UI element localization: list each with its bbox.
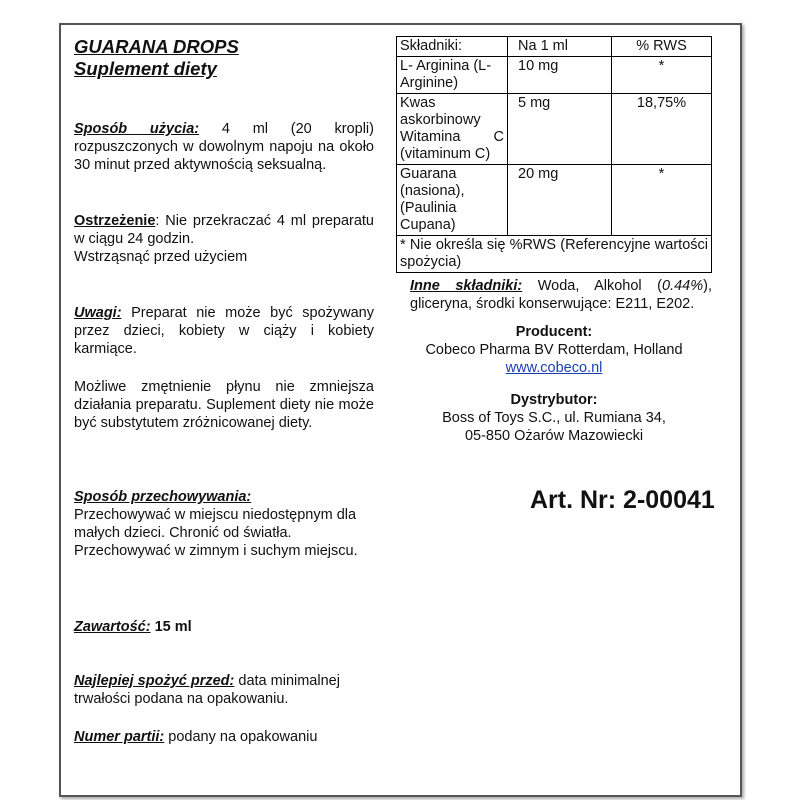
content-label: Zawartość: (74, 619, 151, 635)
table-footnote-row (397, 236, 712, 273)
warning-shake-text: Wstrząsnąć przed użyciem (74, 249, 248, 265)
table-cell: 10 mg (508, 57, 612, 94)
alcohol-percent: 0.44% (662, 278, 704, 294)
distributor-line2: 05-850 Ożarów Mazowiecki (464, 428, 644, 444)
usage-text: 4 ml (20 kropli) rozpuszczonych w dowolnym napoju na około 30 minut przed aktywnością seksualną. (74, 121, 374, 173)
batch-label: Numer partii: (74, 729, 165, 745)
table-row (397, 165, 712, 236)
batch-section (74, 728, 374, 746)
best-before-label: Najlepiej spożyć przed: (74, 673, 235, 689)
left-column (74, 36, 374, 745)
usage-label: Sposób użycia: (74, 121, 200, 137)
producer-name: Cobeco Pharma BV Rotterdam, Holland (425, 342, 683, 358)
other-ingredients-text: Woda, Alkohol ( (522, 278, 662, 294)
ingredients-table (396, 36, 712, 273)
table-row (397, 94, 712, 165)
distributor-label: Dystrybutor: (510, 392, 598, 408)
storage-text: Przechowywać w miejscu niedostępnym dla małych dzieci. Chronić od światła. Przechowywać w zimnym i suchym miejscu. (74, 507, 358, 559)
usage-section (74, 120, 374, 174)
producer-url-link[interactable]: www.cobeco.nl (505, 360, 603, 376)
table-header-cell: Na 1 ml (508, 37, 612, 57)
content-section (74, 618, 374, 636)
warning-text: : Nie przekraczać 4 ml preparatu w ciągu 24 godzin. (74, 213, 374, 247)
best-before-text: data minimalnej trwałości podana na opakowaniu. (74, 673, 340, 707)
notes-extra: Możliwe zmętnienie płynu nie zmniejsza działania preparatu. Suplement diety nie może być substytutem zróżnicowanej diety. (74, 379, 374, 431)
distributor-section (396, 391, 712, 445)
distributor-line1: Boss of Toys S.C., ul. Rumiana 34, (442, 410, 666, 426)
table-cell: * (612, 57, 712, 94)
table-header-cell: Składniki: (397, 37, 508, 57)
table-header-row (397, 37, 712, 57)
table-cell: * (612, 165, 712, 236)
notes-text: Preparat nie może być spożywany przez dzieci, kobiety w ciąży i kobiety karmiące. (74, 305, 374, 357)
warning-section (74, 212, 374, 266)
table-header-cell: % RWS (612, 37, 712, 57)
product-subtitle: Suplement diety (74, 58, 217, 79)
table-cell: 18,75% (612, 94, 712, 165)
storage-label: Sposób przechowywania: (74, 489, 252, 505)
best-before-section (74, 672, 374, 708)
article-number: Art. Nr: 2-00041 (530, 486, 715, 514)
right-column (396, 36, 712, 445)
table-cell: Guarana (nasiona), (Paulinia Cupana) (397, 165, 508, 236)
table-cell: 5 mg (508, 94, 612, 165)
table-cell: Kwas askorbinowy Witamina C (vitaminum C) (397, 94, 508, 165)
producer-label: Producent: (515, 324, 593, 340)
warning-label: Ostrzeżenie (74, 213, 156, 229)
storage-section (74, 488, 374, 560)
other-ingredients-text-end: ), gliceryna, środki konserwujące: E211, E202. (410, 278, 712, 312)
notes-section (74, 304, 374, 358)
notes-label: Uwagi: (74, 305, 122, 321)
content-value: 15 ml (150, 619, 192, 635)
other-ingredients-label: Inne składniki: (410, 278, 523, 294)
table-cell: L- Arginina (L-Arginine) (397, 57, 508, 94)
table-footnote: * Nie określa się %RWS (Referencyjne wartości spożycia) (397, 236, 712, 273)
producer-section (396, 323, 712, 377)
product-title: GUARANA DROPS (74, 36, 239, 57)
table-row (397, 57, 712, 94)
batch-text: podany na opakowaniu (164, 729, 318, 745)
table-cell: 20 mg (508, 165, 612, 236)
other-ingredients (396, 277, 712, 313)
